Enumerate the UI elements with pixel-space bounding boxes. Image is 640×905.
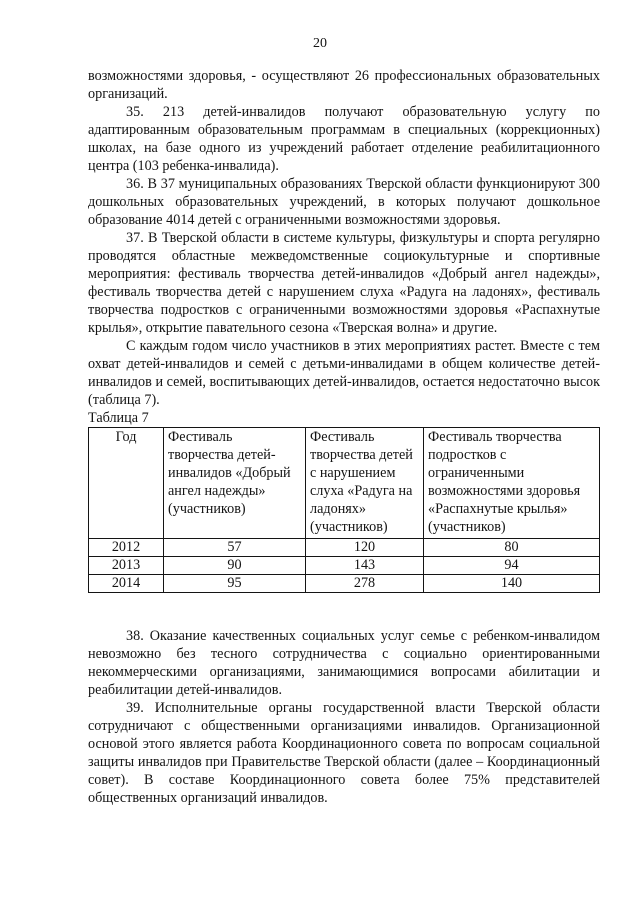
paragraph: 39. Исполнительные органы государственной власти Тверской области сотрудничают с общественными организациями инвалидов. Организационной основой этого является работа Координационного совета по вопросам социальной защиты инвалидов при Правительстве Тверской области (далее – Координационный совет). В составе Координационного совета более 75% представителей общественных организаций инвалидов. (88, 700, 600, 806)
paragraph: 38. Оказание качественных социальных услуг семье с ребенком-инвалидом невозможно без тесного сотрудничества с социально ориентированными некоммерческими организациями, занимающимися вопросами абилитации и реабилитации детей-инвалидов. (88, 628, 600, 698)
table-cell: 94 (424, 557, 600, 575)
table-row (89, 557, 600, 575)
table-cell: 120 (306, 539, 424, 557)
table-row (89, 575, 600, 593)
table-cell: 2014 (89, 575, 164, 593)
table-cell: 2012 (89, 539, 164, 557)
table-row (89, 539, 600, 557)
table-cell: 140 (424, 575, 600, 593)
table-header-cell: Фестиваль творчества детей-инвалидов «Добрый ангел надежды» (участников) (164, 428, 306, 539)
table-header-row (89, 428, 600, 539)
table-cell: 278 (306, 575, 424, 593)
paragraph: возможностями здоровья, - осуществляют 26 профессиональных образовательных организаций. (88, 68, 600, 102)
table-cell: 80 (424, 539, 600, 557)
table-header-cell: Фестиваль творчества подростков с ограниченными возможностями здоровья «Распахнутые крылья» (участников) (424, 428, 600, 539)
table-header-cell: Фестиваль творчества детей с нарушением слуха «Радуга на ладонях» (участников) (306, 428, 424, 539)
page-number: 20 (313, 36, 327, 51)
table-header-cell: Год (89, 428, 164, 539)
document-body (88, 67, 600, 807)
table-cell: 57 (164, 539, 306, 557)
paragraph: 37. В Тверской области в системе культуры, физкультуры и спорта регулярно проводятся областные межведомственные социокультурные и спортивные мероприятия: фестиваль творчества детей-инвалидов «Добрый ангел надежды», фестиваль творчества детей с нарушением слуха «Радуга на ладонях», фестиваль творчества подростков с ограниченными возможностями здоровья «Распахнутые крылья», открытие паватeльного сезона «Тверская волна» и другие. (88, 230, 600, 336)
table-cell: 143 (306, 557, 424, 575)
table-cell: 2013 (89, 557, 164, 575)
table-cell: 95 (164, 575, 306, 593)
paragraph: 35. 213 детей-инвалидов получают образовательную услугу по адаптированным образовательным программам в специальных (коррекционных) школах, на базе одного из учреждений работает отделение реабилитационного центра (103 ребенка-инвалида). (88, 104, 600, 174)
table-caption: Таблица 7 (88, 410, 149, 426)
participants-table (88, 427, 600, 593)
paragraph: С каждым годом число участников в этих мероприятиях растет. Вместе с тем охват детей-инвалидов и семей с детьми-инвалидами в общем количестве детей-инвалидов и семей, воспитывающих детей-инвалидов, остается недостаточно высок (таблица 7). (88, 338, 600, 408)
table-cell: 90 (164, 557, 306, 575)
paragraph: 36. В 37 муниципальных образованиях Тверской области функционируют 300 дошкольных образовательных учреждений, в которых получают дошкольное образование 4014 детей с ограниченными возможностями здоровья. (88, 176, 600, 228)
